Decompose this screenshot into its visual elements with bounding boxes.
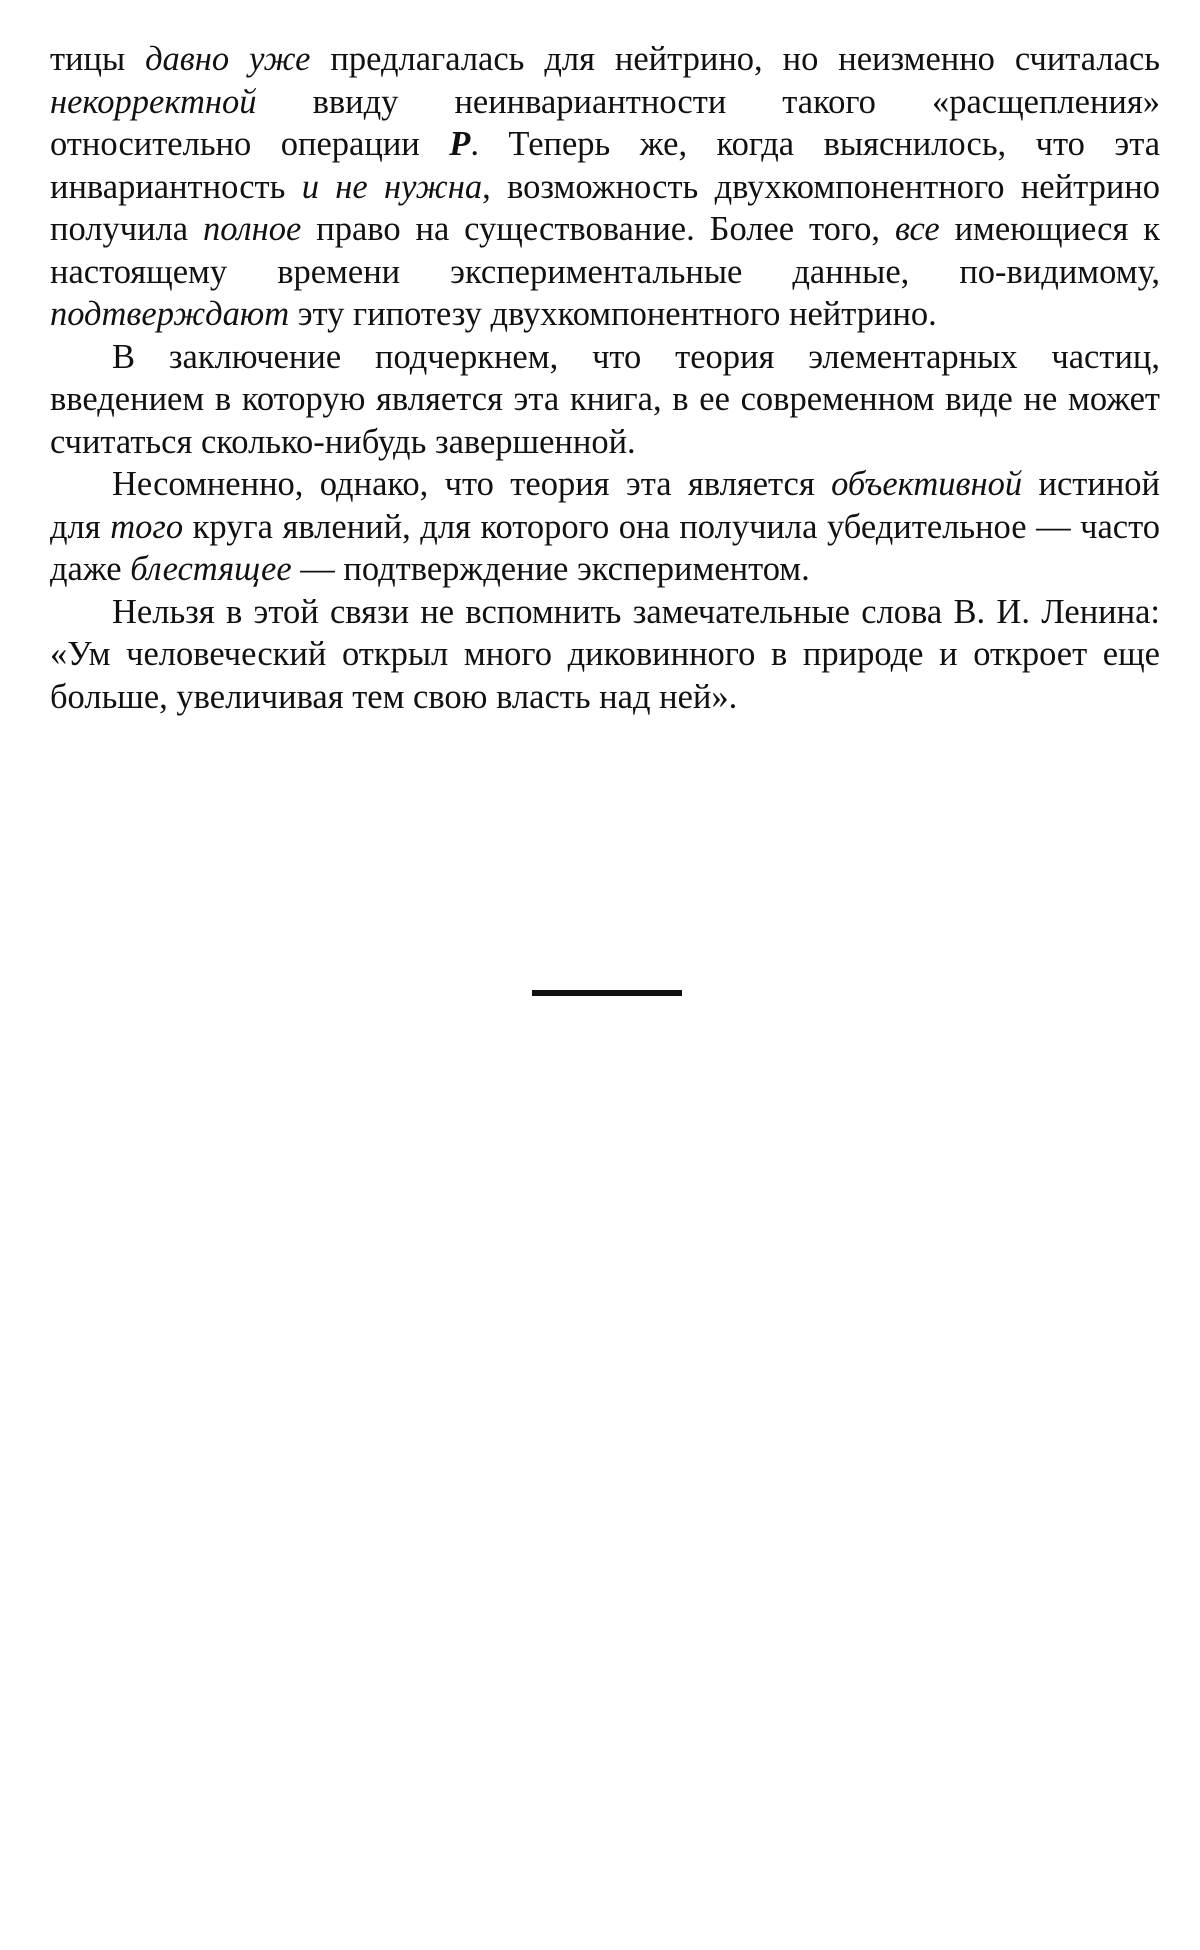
text-run: блестящее: [130, 550, 292, 588]
text-run: подтверждают: [50, 295, 290, 333]
text-run: тицы: [50, 40, 146, 78]
text-run: и не нужна: [301, 167, 483, 206]
text-run: ввиду неинвариантности такого «расщепления» относительно операции: [50, 82, 1160, 163]
text-run: P: [449, 125, 471, 163]
text-run: полное: [202, 210, 302, 248]
paragraph-3: [50, 463, 1160, 591]
text-run: Несомненно, однако, что теория эта является: [112, 465, 832, 503]
text-run: объективной: [831, 465, 1023, 503]
page-body: [50, 38, 1160, 718]
text-run: В заключение подчеркнем, что теория элементарных частиц, введением в которую является эта книга, в ее современном виде не может считаться сколько-нибудь завершенной.: [50, 337, 1160, 461]
text-run: Нельзя в этой связи не вспомнить замечательные слова В. И. Ленина: «Ум человеческий открыл много диковинного в природе и откроет еще больше, увеличивая тем свою власть над ней».: [50, 592, 1160, 716]
text-run: все: [894, 210, 940, 248]
text-run: предлагалась для нейтрино, но неизменно считалась: [310, 40, 1160, 78]
end-rule: [532, 990, 682, 996]
text-run: того: [110, 507, 184, 546]
text-run: имеющиеся к настоящему времени экспериментальные данные, по-видимому,: [50, 210, 1160, 291]
text-run: . Теперь же, когда выяснилось, что эта инвариантность: [50, 125, 1161, 206]
paragraph-1: [50, 38, 1160, 336]
paragraph-2: [50, 336, 1160, 464]
text-run: эту гипотезу двухкомпонентного нейтрино.: [289, 295, 937, 333]
text-run: , возможность двухкомпонентного нейтрино получила: [50, 167, 1160, 248]
text-run: — подтверждение экспериментом.: [291, 550, 810, 588]
text-run: круга явлений, для которого она получила убедительное — часто даже: [50, 507, 1160, 588]
text-run: право на существование. Более того,: [301, 210, 895, 248]
paragraph-4: [50, 591, 1160, 719]
text-run: некорректной: [50, 82, 257, 121]
text-run: истиной для: [50, 465, 1160, 546]
text-run: давно уже: [145, 40, 311, 78]
